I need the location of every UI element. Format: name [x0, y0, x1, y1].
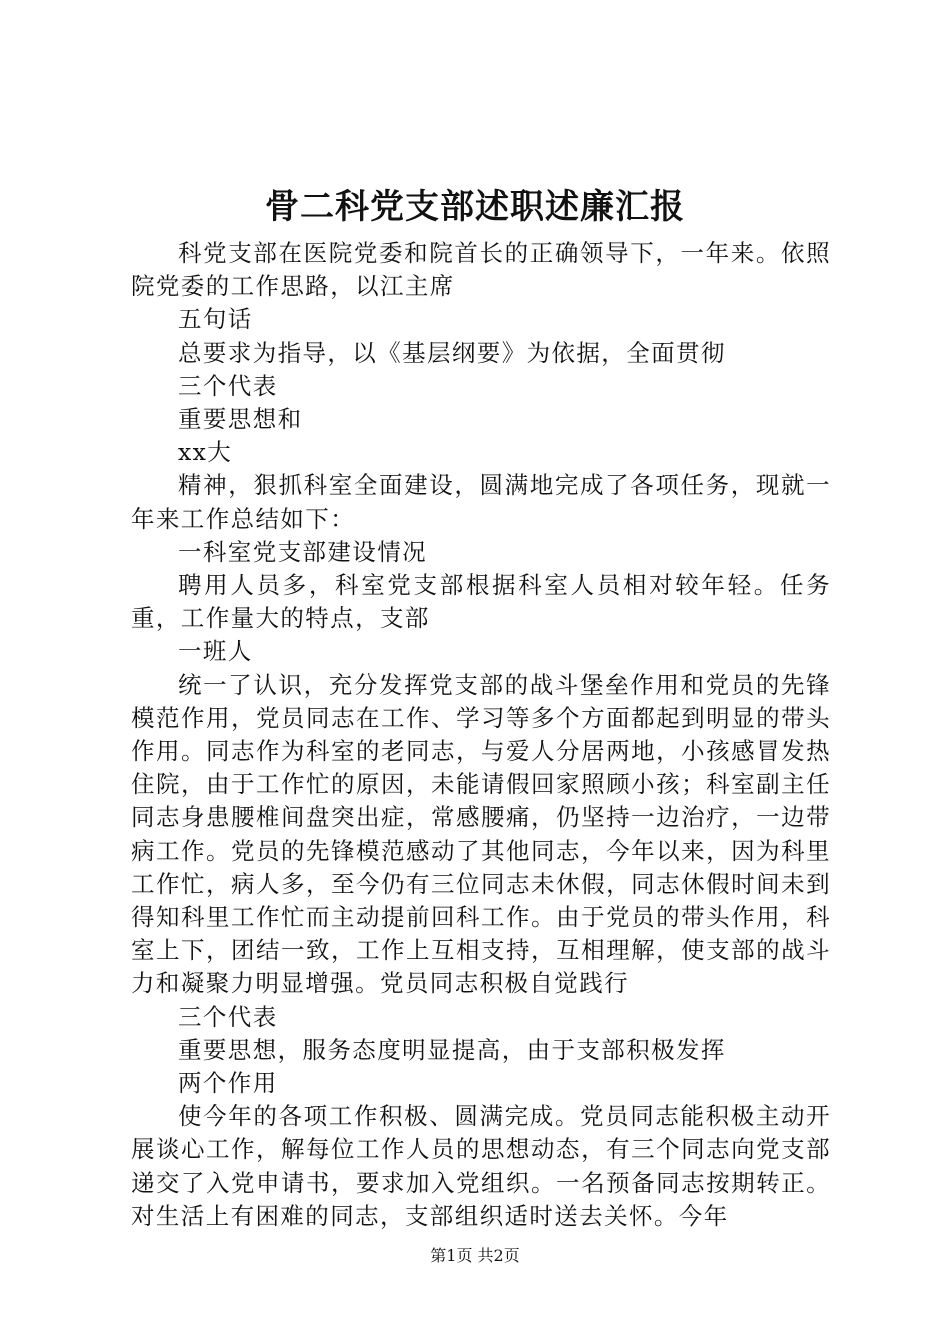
paragraph: 重要思想，服务态度明显提高，由于支部积极发挥 — [178, 1035, 726, 1064]
paragraph: 重要思想和 — [178, 405, 303, 434]
paragraph: 五句话 — [178, 305, 253, 334]
paragraph: 聘用人员多，科室党支部根据科室人员相对较年轻。任务重，工作量大的特点，支部 — [131, 571, 831, 633]
paragraph: 总要求为指导，以《基层纲要》为依据，全面贯彻 — [178, 338, 726, 367]
paragraph: xx大 — [178, 438, 233, 467]
paragraph: 精神，狠抓科室全面建设，圆满地完成了各项任务，现就一年来工作总结如下： — [131, 471, 831, 533]
paragraph: 一科室党支部建设情况 — [178, 537, 427, 566]
document-body — [131, 237, 831, 1233]
paragraph: 使今年的各项工作积极、圆满完成。党员同志能积极主动开展谈心工作，解每位工作人员的思想动态，有三个同志向党支部递交了入党申请书，要求加入党组织。一名预备同志按期转正。对生活上有困难的同志，支部组织适时送去关怀。今年 — [131, 1102, 831, 1230]
page-number-footer: 第1页 共2页 — [430, 1246, 520, 1265]
paragraph: 两个作用 — [178, 1069, 278, 1098]
paragraph: 科党支部在医院党委和院首长的正确领导下，一年来。依照院党委的工作思路，以江主席 — [131, 239, 831, 301]
document-title: 骨二科党支部述职述廉汇报 — [265, 187, 685, 227]
paragraph: 一班人 — [178, 637, 253, 666]
paragraph: 三个代表 — [178, 1002, 278, 1031]
paragraph: 三个代表 — [178, 371, 278, 400]
paragraph: 统一了认识，充分发挥党支部的战斗堡垒作用和党员的先锋模范作用，党员同志在工作、学习等多个方面都起到明显的带头作用。同志作为科室的老同志，与爱人分居两地，小孩感冒发热住院，由于工作忙的原因，未能请假回家照顾小孩；科室副主任同志身患腰椎间盘突出症，常感腰痛，仍坚持一边治疗，一边带病工作。党员的先锋模范感动了其他同志，今年以来，因为科里工作忙，病人多，至今仍有三位同志未休假，同志休假时间未到得知科里工作忙而主动提前回科工作。由于党员的带头作用，科室上下，团结一致，工作上互相支持，互相理解，使支部的战斗力和凝聚力明显增强。党员同志积极自觉践行 — [131, 670, 831, 998]
